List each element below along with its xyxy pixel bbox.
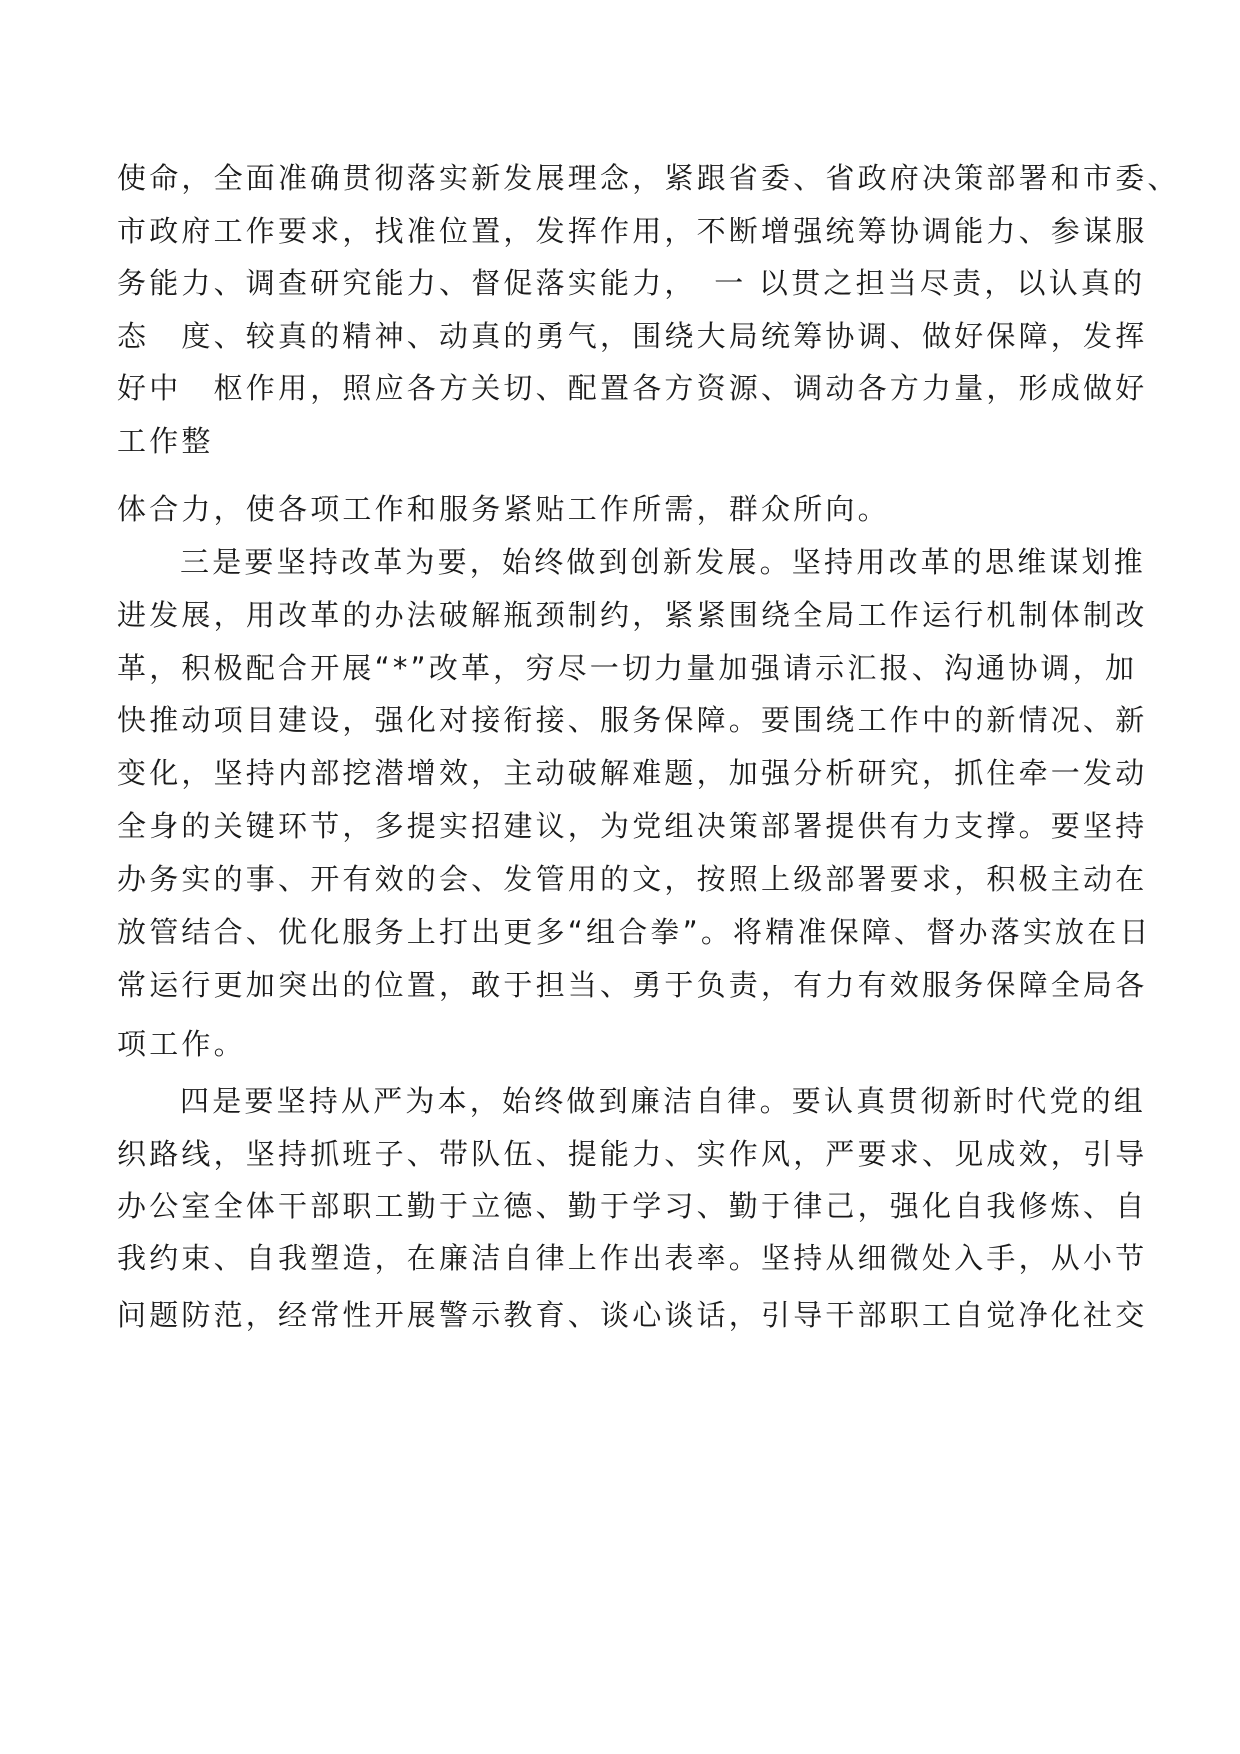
paragraph-line: 三是要坚持改革为要，始终做到创新发展。坚持用改革的思维谋划推 xyxy=(180,545,1147,579)
paragraph-line: 我约束、自我塑造，在廉洁自律上作出表率。坚持从细微处入手，从小节 xyxy=(117,1241,1148,1275)
paragraph-line: 好中 枢作用，照应各方关切、配置各方资源、调动各方力量，形成做好 xyxy=(117,371,1148,405)
paragraph-line: 办务实的事、开有效的会、发管用的文，按照上级部署要求，积极主动在 xyxy=(117,862,1148,896)
paragraph-line: 市政府工作要求，找准位置，发挥作用，不断增强统筹协调能力、参谋服 xyxy=(117,214,1148,248)
paragraph-line: 项工作。 xyxy=(117,1027,246,1061)
paragraph-line: 常运行更加突出的位置，敢于担当、勇于负责，有力有效服务保障全局各 xyxy=(117,968,1148,1002)
paragraph-line: 问题防范，经常性开展警示教育、谈心谈话，引导干部职工自觉净化社交 xyxy=(117,1298,1148,1332)
paragraph-line: 办公室全体干部职工勤于立德、勤于学习、勤于律己，强化自我修炼、自 xyxy=(117,1189,1148,1223)
paragraph-line: 务能力、调查研究能力、督促落实能力， 一 以贯之担当尽责，以认真的 xyxy=(117,266,1146,300)
paragraph-line: 革，积极配合开展“*”改革，穷尽一切力量加强请示汇报、沟通协调，加 xyxy=(117,651,1138,685)
paragraph-line: 使命，全面准确贯彻落实新发展理念，紧跟省委、省政府决策部署和市委、 xyxy=(117,161,1180,195)
paragraph-line: 快推动项目建设，强化对接衔接、服务保障。要围绕工作中的新情况、新 xyxy=(117,703,1148,737)
paragraph-line: 变化，坚持内部挖潜增效，主动破解难题，加强分析研究，抓住牵一发动 xyxy=(117,756,1148,790)
paragraph-line: 态 度、较真的精神、动真的勇气，围绕大局统筹协调、做好保障，发挥 xyxy=(117,319,1148,353)
paragraph-line: 织路线，坚持抓班子、带队伍、提能力、实作风，严要求、见成效，引导 xyxy=(117,1137,1148,1171)
paragraph-line: 工作整 xyxy=(117,424,214,458)
paragraph-line: 四是要坚持从严为本，始终做到廉洁自律。要认真贯彻新时代党的组 xyxy=(180,1084,1147,1118)
paragraph-line: 进发展，用改革的办法破解瓶颈制约，紧紧围绕全局工作运行机制体制改 xyxy=(117,598,1148,632)
paragraph-line: 全身的关键环节，多提实招建议，为党组决策部署提供有力支撑。要坚持 xyxy=(117,809,1148,843)
paragraph-line: 放管结合、优化服务上打出更多“组合拳”。将精准保障、督办落实放在日 xyxy=(117,915,1152,949)
paragraph-line: 体合力，使各项工作和服务紧贴工作所需，群众所向。 xyxy=(117,492,890,526)
